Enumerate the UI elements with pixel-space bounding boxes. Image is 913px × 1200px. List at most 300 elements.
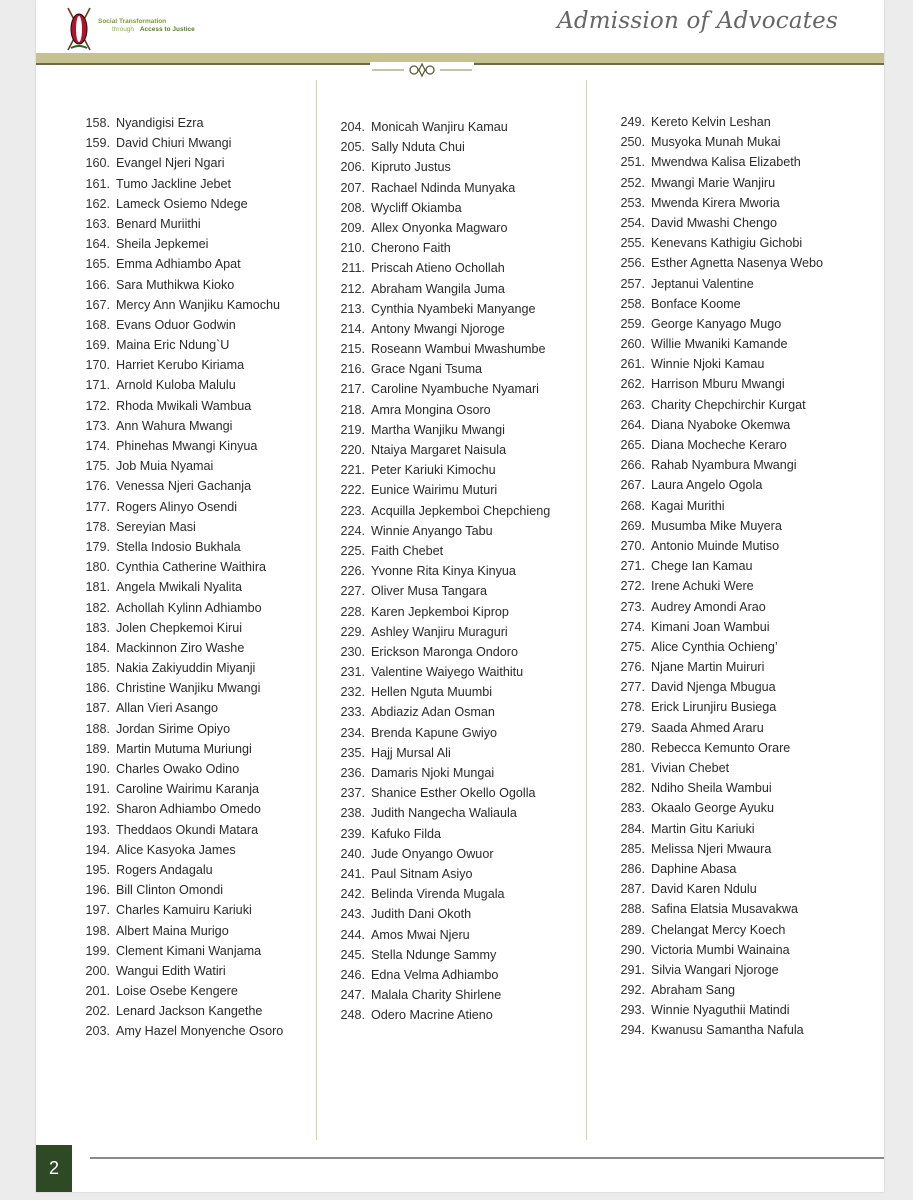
advocate-name: Brenda Kapune Gwiyo: [371, 725, 498, 740]
advocate-name: Benard Muriithi: [116, 216, 201, 231]
item-number: 199.: [85, 943, 110, 958]
item-number: 275.: [620, 639, 645, 654]
advocate-name: Judith Dani Okoth: [371, 907, 472, 922]
advocate-name: Faith Chebet: [371, 543, 444, 558]
item-number: 226.: [340, 564, 365, 579]
item-number: 178.: [85, 519, 110, 534]
list-item: [76, 355, 283, 375]
item-number: 277.: [620, 680, 645, 695]
item-number: 169.: [85, 338, 110, 353]
item-number: 222.: [340, 483, 365, 498]
advocate-name: Loise Osebe Kengere: [116, 984, 238, 999]
list-item: [76, 900, 283, 920]
list-item: [331, 723, 550, 743]
advocate-name: Mwendwa Kalisa Elizabeth: [651, 155, 801, 170]
item-number: 161.: [85, 176, 110, 191]
list-item: [76, 921, 283, 941]
advocate-name: Sharon Adhiambo Omedo: [116, 802, 261, 817]
advocate-name: Musyoka Munah Mukai: [651, 135, 781, 150]
advocate-name: Achollah Kylinn Adhiambo: [116, 600, 262, 615]
advocate-name: Sara Muthikwa Kioko: [116, 277, 235, 292]
item-number: 236.: [340, 766, 365, 780]
advocate-name: Kafuko Filda: [371, 826, 442, 841]
item-number: 240.: [340, 846, 365, 861]
advocate-name: Grace Ngani Tsuma: [371, 362, 483, 377]
item-number: 255.: [620, 236, 645, 251]
item-number: 191.: [85, 782, 110, 797]
advocate-name: Charity Chepchirchir Kurgat: [651, 397, 806, 412]
item-number: 263.: [620, 397, 645, 412]
advocate-name: Rhoda Mwikali Wambua: [116, 398, 252, 413]
list-item: [331, 642, 550, 662]
advocate-name: Esther Agnetta Nasenya Webo: [651, 256, 823, 271]
advocate-name: Stella Ndunge Sammy: [371, 947, 497, 962]
advocate-name: Willie Mwaniki Kamande: [651, 337, 788, 352]
list-item: [76, 537, 283, 557]
list-item: [611, 778, 823, 798]
advocate-name: Chege Ian Kamau: [651, 559, 753, 574]
advocate-name: Diana Nyaboke Okemwa: [651, 417, 791, 432]
list-item: [76, 799, 283, 819]
list-item: [611, 233, 823, 253]
list-item: [76, 396, 283, 416]
list-item: [76, 759, 283, 779]
advocate-name: Martin Mutuma Muriungi: [116, 741, 252, 756]
item-number: 228.: [340, 604, 365, 619]
list-item: [76, 638, 283, 658]
item-number: 209.: [340, 220, 365, 235]
item-number: 201.: [85, 984, 110, 999]
item-number: 184.: [85, 640, 110, 655]
item-number: 241.: [340, 866, 365, 881]
advocate-name: Cynthia Nyambeki Manyange: [371, 301, 536, 316]
item-number: 221.: [340, 463, 365, 478]
advocate-name: Musumba Mike Muyera: [651, 518, 782, 533]
item-number: 253.: [620, 195, 645, 210]
advocate-name: Lenard Jackson Kangethe: [116, 1004, 263, 1019]
item-number: 267.: [620, 478, 645, 493]
item-number: 175.: [85, 459, 110, 474]
item-number: 162.: [85, 196, 110, 211]
item-number: 225.: [340, 543, 365, 558]
item-number: 249.: [620, 115, 645, 129]
list-item: [611, 637, 823, 657]
list-item: [331, 339, 550, 359]
item-number: 215.: [340, 342, 365, 357]
tagline: [98, 18, 195, 34]
advocate-name: Melissa Njeri Mwaura: [651, 841, 772, 856]
advocate-name: Rebecca Kemunto Orare: [651, 740, 791, 755]
list-item: [76, 961, 283, 981]
item-number: 293.: [620, 1003, 645, 1018]
item-number: 248.: [340, 1008, 365, 1023]
list-item: [331, 480, 550, 500]
list-item: [331, 218, 550, 238]
advocate-name: Njane Martin Muiruri: [651, 660, 765, 675]
item-number: 289.: [620, 922, 645, 937]
item-number: 167.: [85, 297, 110, 312]
list-item: [611, 395, 823, 415]
item-number: 224.: [340, 523, 365, 538]
item-number: 183.: [85, 620, 110, 635]
list-item: [611, 556, 823, 576]
list-item: [331, 157, 550, 177]
item-number: 258.: [620, 296, 645, 311]
item-number: 208.: [340, 200, 365, 215]
advocate-name: Daphine Abasa: [651, 861, 737, 876]
advocate-name: Saada Ahmed Araru: [651, 720, 764, 735]
list-item: [331, 743, 550, 763]
advocate-name: Malala Charity Shirlene: [371, 988, 502, 1003]
advocate-name: Amy Hazel Monyenche Osoro: [116, 1024, 284, 1039]
list-item: [611, 334, 823, 354]
item-number: 219.: [340, 422, 365, 437]
item-number: 288.: [620, 902, 645, 917]
list-item: [331, 763, 550, 783]
list-item: [611, 879, 823, 899]
page-number: 2: [36, 1145, 72, 1192]
list-item: [331, 783, 550, 803]
advocate-name: Rachael Ndinda Munyaka: [371, 180, 516, 195]
list-item: [611, 496, 823, 516]
list-item: [331, 541, 550, 561]
list-item: [611, 718, 823, 738]
list-item: [611, 455, 823, 475]
list-item: [331, 440, 550, 460]
item-number: 186.: [85, 681, 110, 696]
list-item: [76, 719, 283, 739]
list-item: [611, 617, 823, 637]
list-item: [331, 803, 550, 823]
tagline-line1: Social Transformation: [98, 18, 167, 25]
item-number: 231.: [340, 665, 365, 680]
list-item: [76, 476, 283, 496]
item-number: 234.: [340, 725, 365, 740]
advocate-name: Christine Wanjiku Mwangi: [116, 681, 261, 696]
advocate-name: Martha Wanjiku Mwangi: [371, 422, 505, 437]
item-number: 172.: [85, 398, 110, 413]
list-item: [611, 758, 823, 778]
advocate-name: Allex Onyonka Magwaro: [371, 220, 508, 235]
advocate-name: Winnie Anyango Tabu: [371, 523, 493, 538]
item-number: 181.: [85, 580, 110, 595]
advocate-name: Wangui Edith Watiri: [116, 963, 226, 978]
item-number: 229.: [340, 624, 365, 639]
advocate-name: David Chiuri Mwangi: [116, 136, 232, 151]
item-number: 282.: [620, 781, 645, 796]
advocate-name: Mwenda Kirera Mworia: [651, 195, 780, 210]
advocate-name: Silvia Wangari Njoroge: [651, 962, 779, 977]
item-number: 189.: [85, 741, 110, 756]
item-number: 266.: [620, 458, 645, 473]
advocate-name: Kenevans Kathigiu Gichobi: [651, 236, 803, 251]
advocate-name: Rogers Andagalu: [116, 862, 213, 877]
item-number: 213.: [340, 301, 365, 316]
advocate-name: Antonio Muinde Mutiso: [651, 538, 780, 553]
item-number: 198.: [85, 923, 110, 938]
advocate-name: Cherono Faith: [371, 241, 451, 256]
item-number: 278.: [620, 700, 645, 715]
list-item: [331, 904, 550, 924]
item-number: 286.: [620, 861, 645, 876]
list-item: [76, 456, 283, 476]
column-divider: [316, 80, 317, 1140]
item-number: 235.: [340, 745, 365, 760]
advocate-name: Bill Clinton Omondi: [116, 883, 224, 898]
advocate-name: George Kanyago Mugo: [651, 316, 782, 331]
list-item: [76, 840, 283, 860]
advocate-name: Caroline Wairimu Karanja: [116, 782, 260, 797]
item-number: 259.: [620, 316, 645, 331]
list-item: [76, 739, 283, 759]
item-number: 210.: [340, 241, 365, 256]
item-number: 268.: [620, 498, 645, 513]
list-item: [331, 864, 550, 884]
list-item: [611, 173, 823, 193]
item-number: 284.: [620, 821, 645, 836]
advocate-name: David Mwashi Chengo: [651, 215, 777, 230]
item-number: 254.: [620, 215, 645, 230]
list-item: [611, 576, 823, 596]
names-column-1: [76, 113, 283, 1042]
item-number: 187.: [85, 701, 110, 716]
advocate-name: Cynthia Catherine Waithira: [116, 560, 267, 575]
list-item: [331, 965, 550, 985]
item-number: 252.: [620, 175, 645, 190]
item-number: 243.: [340, 907, 365, 922]
advocate-name: Monicah Wanjiru Kamau: [371, 120, 508, 134]
item-number: 168.: [85, 317, 110, 332]
list-item: [76, 295, 283, 315]
item-number: 294.: [620, 1023, 645, 1038]
item-number: 233.: [340, 705, 365, 720]
advocate-name: Allan Vieri Asango: [116, 701, 218, 716]
list-item: [76, 880, 283, 900]
advocate-name: Chelangat Mercy Koech: [651, 922, 786, 937]
advocate-name: David Njenga Mbugua: [651, 680, 776, 695]
item-number: 216.: [340, 362, 365, 377]
list-item: [76, 779, 283, 799]
item-number: 212.: [340, 281, 365, 296]
item-number: 280.: [620, 740, 645, 755]
list-item: [76, 254, 283, 274]
list-item: [331, 824, 550, 844]
list-item: [611, 415, 823, 435]
advocate-name: Ann Wahura Mwangi: [116, 418, 233, 433]
list-item: [331, 279, 550, 299]
item-number: 242.: [340, 887, 365, 902]
list-item: [331, 319, 550, 339]
list-item: [611, 839, 823, 859]
list-item: [611, 1020, 823, 1040]
advocate-name: Nakia Zakiyuddin Miyanji: [116, 661, 256, 676]
list-item: [331, 602, 550, 622]
list-item: [611, 940, 823, 960]
list-item: [76, 335, 283, 355]
advocate-name: Damaris Njoki Mungai: [371, 766, 495, 780]
item-number: 291.: [620, 962, 645, 977]
item-number: 279.: [620, 720, 645, 735]
item-number: 251.: [620, 155, 645, 170]
advocate-name: Sally Nduta Chui: [371, 140, 465, 155]
item-number: 281.: [620, 761, 645, 775]
advocate-name: Victoria Mumbi Wainaina: [651, 942, 790, 957]
item-number: 177.: [85, 499, 110, 514]
advocate-name: Wycliff Okiamba: [371, 200, 462, 215]
list-item: [76, 497, 283, 517]
item-number: 202.: [85, 1004, 110, 1019]
advocate-name: Okaalo George Ayuku: [651, 801, 774, 816]
item-number: 290.: [620, 942, 645, 957]
item-number: 196.: [85, 883, 110, 898]
item-number: 287.: [620, 882, 645, 897]
list-item: [331, 662, 550, 682]
item-number: 203.: [85, 1024, 110, 1039]
list-item: [611, 960, 823, 980]
advocate-name: Harriet Kerubo Kiriama: [116, 358, 245, 373]
list-item: [331, 137, 550, 157]
advocate-name: Evans Oduor Godwin: [116, 317, 236, 332]
advocate-name: Arnold Kuloba Malulu: [116, 378, 236, 393]
advocate-name: Peter Kariuki Kimochu: [371, 463, 496, 478]
item-number: 163.: [85, 216, 110, 231]
item-number: 262.: [620, 377, 645, 392]
list-item: [611, 1000, 823, 1020]
item-number: 217.: [340, 382, 365, 397]
item-number: 256.: [620, 256, 645, 271]
list-item: [76, 658, 283, 678]
list-item: [76, 133, 283, 153]
advocate-name: Vivian Chebet: [651, 761, 730, 775]
list-item: [76, 678, 283, 698]
list-item: [76, 698, 283, 718]
advocate-name: Martin Gitu Kariuki: [651, 821, 755, 836]
item-number: 193.: [85, 822, 110, 837]
list-item: [611, 132, 823, 152]
item-number: 174.: [85, 439, 110, 453]
advocate-name: Eunice Wairimu Muturi: [371, 483, 498, 498]
item-number: 270.: [620, 538, 645, 553]
list-item: [331, 198, 550, 218]
item-number: 194.: [85, 842, 110, 857]
item-number: 285.: [620, 841, 645, 856]
list-item: [611, 980, 823, 1000]
item-number: 170.: [85, 358, 110, 373]
item-number: 218.: [340, 402, 365, 417]
list-item: [611, 274, 823, 294]
item-number: 188.: [85, 721, 110, 736]
list-item: [76, 375, 283, 395]
item-number: 165.: [85, 257, 110, 272]
advocate-name: Phinehas Mwangi Kinyua: [116, 439, 258, 453]
advocate-name: Alice Kasyoka James: [116, 842, 236, 857]
list-item: [76, 860, 283, 880]
tagline-through: through: [112, 26, 135, 33]
list-item: [331, 379, 550, 399]
advocate-name: Paul Sitnam Asiyo: [371, 866, 473, 881]
item-number: 276.: [620, 660, 645, 675]
list-item: [331, 521, 550, 541]
item-number: 237.: [340, 786, 365, 801]
item-number: 223.: [340, 503, 365, 518]
list-item: [331, 359, 550, 379]
list-item: [76, 436, 283, 456]
list-item: [331, 400, 550, 420]
advocate-name: Mercy Ann Wanjiku Kamochu: [116, 297, 281, 312]
advocate-name: Judith Nangecha Waliaula: [371, 806, 517, 821]
list-item: [331, 581, 550, 601]
advocate-name: Audrey Amondi Arao: [651, 599, 766, 614]
advocate-name: Abdiaziz Adan Osman: [371, 705, 495, 720]
list-item: [76, 577, 283, 597]
advocate-name: Sereyian Masi: [116, 519, 196, 534]
ornament-icon: [370, 62, 474, 78]
advocate-name: Kereto Kelvin Leshan: [651, 115, 771, 129]
item-number: 292.: [620, 983, 645, 998]
list-item: [611, 374, 823, 394]
advocate-name: Winnie Nyaguthii Matindi: [651, 1003, 790, 1018]
item-number: 271.: [620, 559, 645, 574]
list-item: [331, 258, 550, 278]
list-item: [611, 516, 823, 536]
item-number: 245.: [340, 947, 365, 962]
item-number: 227.: [340, 584, 365, 599]
advocate-name: Clement Kimani Wanjama: [116, 943, 262, 958]
list-item: [331, 622, 550, 642]
advocate-name: Safina Elatsia Musavakwa: [651, 902, 798, 917]
item-number: 239.: [340, 826, 365, 841]
item-number: 182.: [85, 600, 110, 615]
list-item: [611, 193, 823, 213]
list-item: [331, 985, 550, 1005]
list-item: [331, 561, 550, 581]
item-number: 260.: [620, 337, 645, 352]
list-item: [76, 618, 283, 638]
item-number: 207.: [340, 180, 365, 195]
advocate-name: Winnie Njoki Kamau: [651, 357, 765, 372]
item-number: 185.: [85, 661, 110, 676]
advocate-name: Jordan Sirime Opiyo: [116, 721, 231, 736]
item-number: 283.: [620, 801, 645, 816]
item-number: 164.: [85, 237, 110, 252]
advocate-name: Charles Kamuiru Kariuki: [116, 903, 252, 918]
list-item: [611, 152, 823, 172]
list-item: [331, 238, 550, 258]
item-number: 160.: [85, 156, 110, 171]
list-item: [76, 214, 283, 234]
advocate-name: Abraham Sang: [651, 983, 736, 998]
advocate-name: Amra Mongina Osoro: [371, 402, 491, 417]
advocate-name: Stella Indosio Bukhala: [116, 539, 241, 554]
item-number: 180.: [85, 560, 110, 575]
advocate-name: Amos Mwai Njeru: [371, 927, 470, 942]
advocate-name: Ashley Wanjiru Muraguri: [371, 624, 508, 639]
advocate-name: Odero Macrine Atieno: [371, 1008, 493, 1023]
list-item: [76, 194, 283, 214]
item-number: 190.: [85, 762, 110, 776]
advocate-name: Valentine Waiyego Waithitu: [371, 665, 524, 680]
list-item: [331, 844, 550, 864]
advocate-name: Albert Maina Murigo: [116, 923, 229, 938]
list-item: [76, 517, 283, 537]
advocate-name: Laura Angelo Ogola: [651, 478, 763, 493]
names-column-2: [331, 117, 550, 1025]
advocate-name: Job Muia Nyamai: [116, 459, 214, 474]
item-number: 232.: [340, 685, 365, 700]
list-item: [331, 925, 550, 945]
document-page: [36, 0, 884, 1192]
advocate-name: Abraham Wangila Juma: [371, 281, 505, 296]
